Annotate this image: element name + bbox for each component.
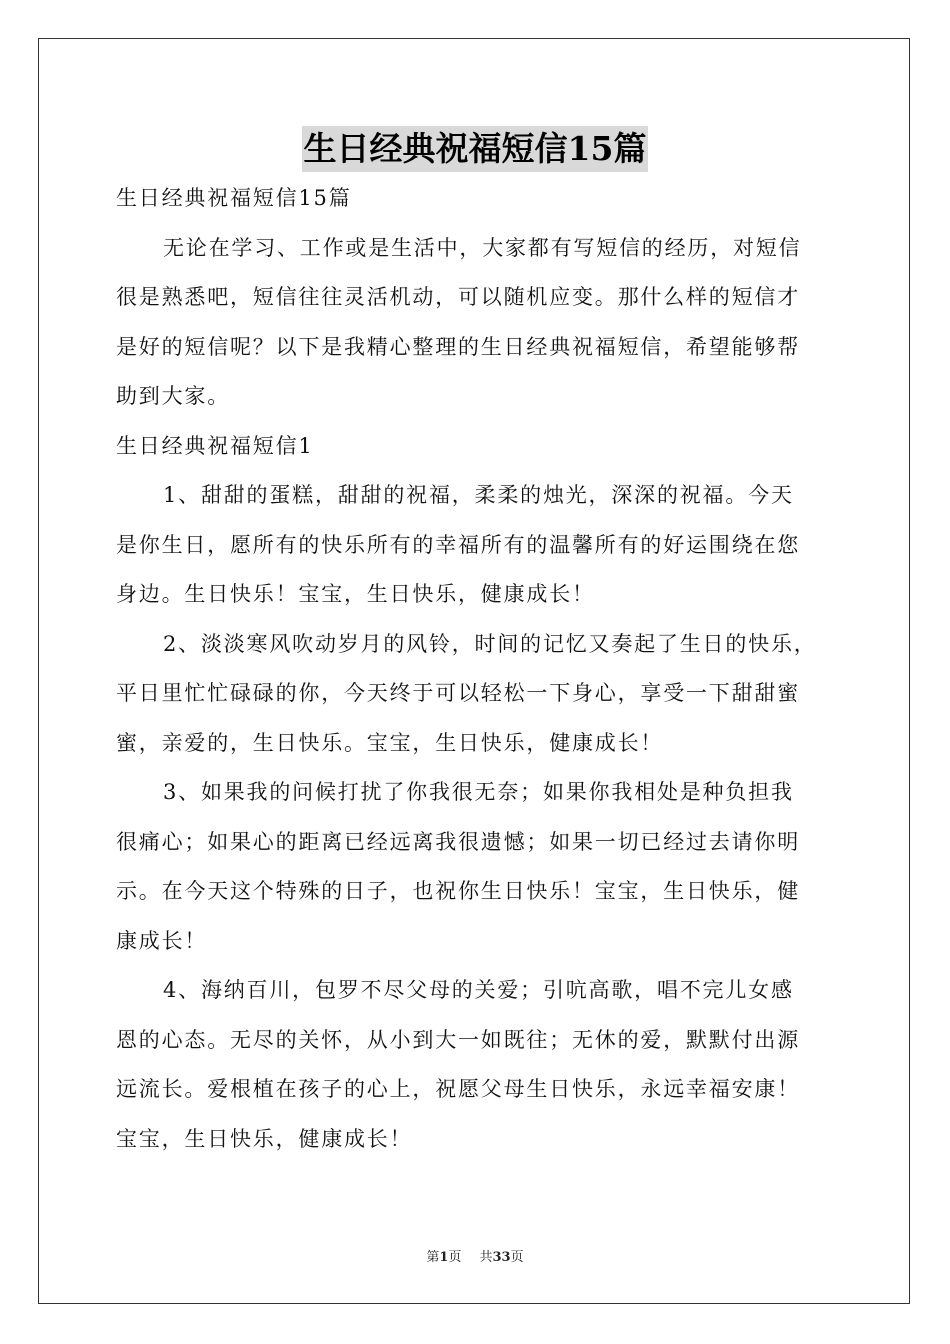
wish-item-3 — [116, 768, 840, 966]
intro-line: 很是熟悉吧，短信往往灵活机动，可以随机应变。那什么样的短信才 — [116, 285, 800, 309]
page-suffix: 页 — [448, 1250, 462, 1265]
paragraph-line: 1、甜甜的蛋糕，甜甜的祝福，柔柔的烛光，深深的祝福。今天 — [163, 483, 794, 507]
paragraph-line: 康成长！ — [116, 928, 208, 953]
paragraph-line: 2、淡淡寒风吹动岁月的风铃，时间的记忆又奏起了生日的快乐， — [163, 631, 817, 656]
page-number — [426, 1250, 461, 1265]
paragraph-line: 示。在今天这个特殊的日子，也祝你生日快乐！宝宝，生日快乐，健 — [116, 879, 800, 903]
total-page-count: 33 — [492, 1250, 511, 1265]
paragraph-line: 是你生日，愿所有的快乐所有的幸福所有的温馨所有的好运围绕在您 — [116, 532, 800, 557]
page-prefix: 第 — [426, 1250, 440, 1265]
intro-line: 助到大家。 — [116, 384, 230, 408]
title-wrap — [0, 126, 950, 172]
paragraph-line: 恩的心态。无尽的关怀，从小到大一如既往；无休的爱，默默付出源 — [116, 1027, 800, 1052]
section-heading: 生日经典祝福短信1 — [116, 433, 314, 458]
total-prefix: 共 — [479, 1250, 493, 1265]
total-pages — [479, 1250, 523, 1265]
intro-line: 无论在学习、工作或是生活中，大家都有写短信的经历，对短信 — [163, 235, 802, 260]
page-footer — [0, 1246, 950, 1265]
paragraph-line: 平日里忙忙碌碌的你，今天终于可以轻松一下身心，享受一下甜甜蜜 — [116, 681, 800, 705]
paragraph-line: 4、海纳百川，包罗不尽父母的关爱；引吭高歌，唱不完儿女感 — [163, 978, 794, 1002]
total-suffix: 页 — [510, 1250, 524, 1265]
paragraph-line: 身边。生日快乐！宝宝，生日快乐，健康成长！ — [116, 582, 595, 606]
intro-line: 是好的短信呢？以下是我精心整理的生日经典祝福短信，希望能够帮 — [116, 334, 800, 359]
paragraph-line: 3、如果我的问候打扰了你我很无奈；如果你我相处是种负担我 — [163, 780, 794, 804]
paragraph-line: 很痛心；如果心的距离已经远离我很遗憾；如果一切已经过去请你明 — [116, 829, 800, 854]
current-page: 1 — [439, 1250, 449, 1265]
document-subtitle: 生日经典祝福短信15篇 — [116, 186, 352, 210]
paragraph-line: 蜜，亲爱的，生日快乐。宝宝，生日快乐，健康成长！ — [116, 730, 664, 755]
wish-item-2 — [116, 620, 840, 769]
document-title: 生日经典祝福短信15篇 — [302, 126, 649, 172]
paragraph-line: 宝宝，生日快乐，健康成长！ — [116, 1126, 413, 1151]
wish-item-4 — [116, 966, 840, 1164]
wish-item-1 — [116, 471, 840, 620]
intro-paragraph — [116, 224, 840, 422]
document-body — [116, 174, 840, 1164]
paragraph-line: 远流长。爱根植在孩子的心上，祝愿父母生日快乐，永远幸福安康！ — [116, 1077, 800, 1101]
